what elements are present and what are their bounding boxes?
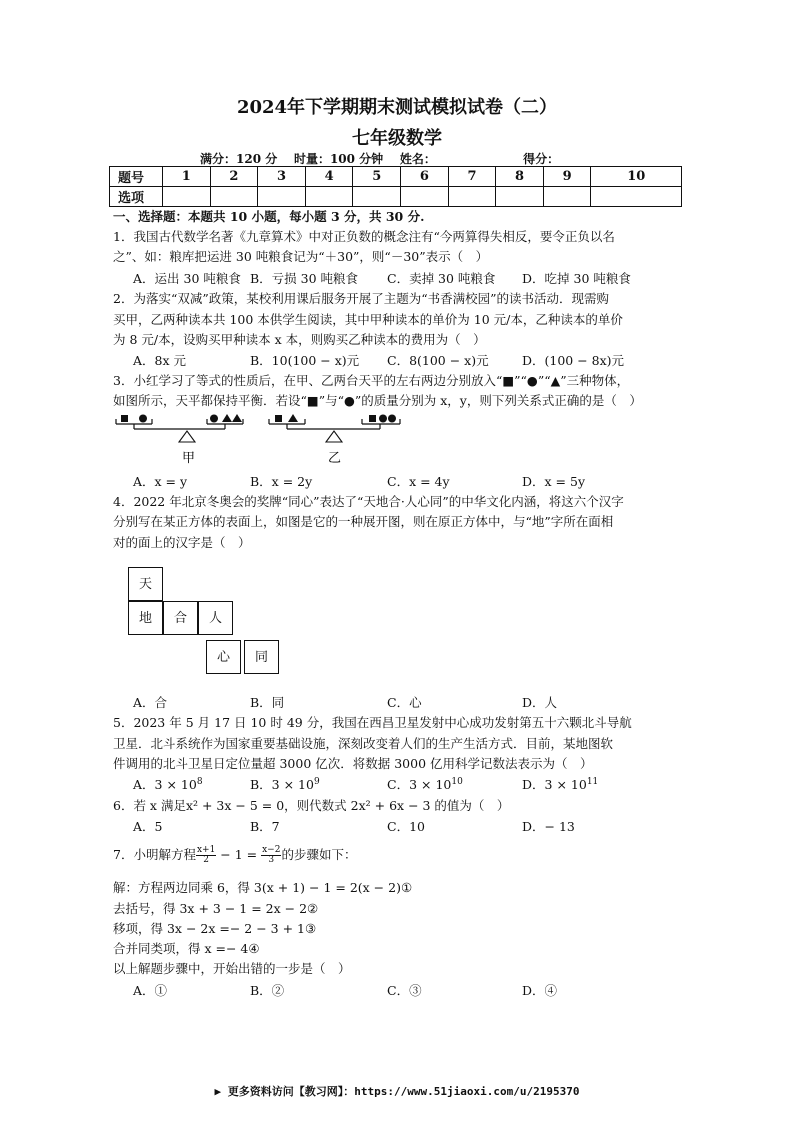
q4-line-1: 4．2022 年北京冬奥会的奖牌“同心”表达了“天地合·人心同”的中华文化内涵，将这六个汉字 (113, 494, 624, 509)
q5-option-d[interactable]: D．$3 \times 10^{11}$ (522, 776, 599, 792)
q7-step-3: 移项，得 3x − 2x =− 2 − 3 + 1③ (113, 921, 317, 936)
triangle-icon (232, 414, 242, 422)
answer-cell[interactable] (496, 187, 544, 207)
section-heading: 一、选择题：本题共 10 小题，每小题 3 分，共 30 分. (113, 209, 425, 224)
q5-line-1: 5．2023 年 5 月 17 日 10 时 49 分，我国在西昌卫星发射中心成功发射第五十六颗北斗导航 (113, 715, 632, 730)
q3-option-c[interactable]: C．x = 4y (387, 474, 450, 489)
q6-option-d[interactable]: D．− 13 (522, 819, 575, 834)
q3-option-a[interactable]: A．x = y (133, 474, 188, 489)
q7-step-4: 合并同类项，得 x =− 4④ (113, 941, 260, 956)
question-number: 9 (543, 167, 591, 187)
q4-option-c[interactable]: C．心 (387, 695, 422, 710)
q4-option-a[interactable]: A．合 (133, 695, 168, 710)
q6-line: 6．若 x 满足x² + 3x − 5 = 0，则代数式 2x² + 6x − 3 的值为（ ） (113, 798, 510, 813)
answer-cell[interactable] (258, 187, 306, 207)
answer-table (109, 166, 682, 207)
balance-label-jia: 甲 (182, 451, 196, 466)
q4-line-3: 对的面上的汉字是（ ） (113, 535, 251, 550)
net-face: 合 (163, 601, 198, 635)
question-number-label: 题号 (110, 167, 163, 187)
q2-option-c[interactable]: C．8(100 − x)元 (387, 353, 489, 368)
question-number: 1 (163, 167, 211, 187)
option-label: 选项 (110, 187, 163, 207)
square-icon (121, 415, 128, 422)
q6-option-b[interactable]: B．7 (250, 819, 280, 834)
q7-step-2: 去括号，得 3x + 3 − 1 = 2x − 2② (113, 901, 319, 916)
q3-option-b[interactable]: B．x = 2y (250, 474, 313, 489)
answer-cell[interactable] (163, 187, 211, 207)
triangle-icon (222, 414, 232, 422)
balance-label-yi: 乙 (328, 451, 342, 466)
q1-option-d[interactable]: D．吃掉 30 吨粮食 (522, 271, 631, 286)
q1-line-2: 之”、如：粮库把运进 30 吨粮食记为“＋30”，则“－30”表示（ ） (113, 249, 489, 264)
answer-cell[interactable] (401, 187, 449, 207)
q4-option-b[interactable]: B．同 (250, 695, 285, 710)
paper-meta (200, 150, 617, 167)
question-number: 5 (353, 167, 401, 187)
time-limit: 时量：100 分钟 (293, 152, 384, 166)
question-number: 6 (401, 167, 449, 187)
paper-title: 2024年下学期期末测试模拟试卷（二） (236, 97, 558, 118)
q4-option-d[interactable]: D．人 (522, 695, 558, 710)
q5-option-a[interactable]: A．$3 \times 10^8$ (133, 776, 203, 792)
net-face: 地 (128, 601, 163, 635)
answer-cell[interactable] (305, 187, 353, 207)
q3-line-2: 如图所示，天平都保持平衡．若设“■”与“●”的质量分别为 x，y，则下列关系式正确的是（ ） (113, 393, 642, 408)
net-face: 天 (128, 567, 163, 601)
q7-option-c[interactable]: C．③ (387, 983, 422, 998)
answer-cell[interactable] (448, 187, 496, 207)
q2-line-3: 为 8 元/本，设购买甲种读本 x 本，则购买乙种读本的费用为（ ） (113, 332, 486, 347)
net-face: 心 (206, 640, 241, 674)
answer-cell[interactable] (591, 187, 682, 207)
answer-cell[interactable] (353, 187, 401, 207)
circle-icon (388, 415, 396, 423)
name-label: 姓名： (399, 152, 436, 166)
q7-line: 7．小明解方程 $\frac{x+1}{2}$ − 1 = $\frac{x-2}{3}$ 的步骤如下： (113, 845, 357, 865)
circle-icon (139, 415, 147, 423)
q7-option-d[interactable]: D．④ (522, 983, 558, 998)
q5-option-c[interactable]: C．$3 \times 10^{10}$ (387, 776, 463, 792)
q1-option-b[interactable]: B．亏损 30 吨粮食 (250, 271, 359, 286)
paper-subtitle: 七年级数学 (352, 128, 442, 149)
q6-option-c[interactable]: C．10 (387, 819, 425, 834)
q7-step-1: 解：方程两边同乘 6，得 3(x + 1) − 1 = 2(x − 2)① (113, 880, 413, 895)
question-number: 4 (305, 167, 353, 187)
q1-option-a[interactable]: A．运出 30 吨粮食 (133, 271, 241, 286)
question-number: 8 (496, 167, 544, 187)
q3-line-1: 3．小红学习了等式的性质后，在甲、乙两台天平的左右两边分别放入“■”“●”“▲”三种物体， (113, 373, 630, 388)
question-number: 7 (448, 167, 496, 187)
circle-icon (379, 415, 387, 423)
answer-table-number-row (110, 167, 682, 187)
full-score: 满分：120 分 (200, 152, 278, 166)
fraction: $\frac{x-2}{3}$ (262, 845, 281, 865)
answer-cell[interactable] (210, 187, 258, 207)
q1-line-1: 1．我国古代数学名著《九章算术》中对正负数的概念注有“今两算得失相反，要令正负以名 (113, 229, 615, 244)
q2-option-d[interactable]: D．(100 − 8x)元 (522, 353, 625, 368)
fraction: $\frac{x+1}{2}$ (196, 845, 216, 865)
q2-option-b[interactable]: B．10(100 − x)元 (250, 353, 360, 368)
q2-line-1: 2．为落实“双减”政策，某校利用课后服务开展了主题为“书香满校园”的读书活动．现需购 (113, 291, 610, 306)
answer-cell[interactable] (543, 187, 591, 207)
q2-option-a[interactable]: A．8x 元 (133, 353, 187, 368)
q4-line-2: 分别写在某正方体的表面上，如图是它的一种展开图，则在原正方体中，与“地”字所在面相 (113, 514, 614, 529)
q2-line-2: 买甲，乙两种读本共 100 本供学生阅读，其中甲种读本的单价为 10 元/本，乙种读本的单价 (113, 312, 623, 327)
question-number: 3 (258, 167, 306, 187)
answer-table-option-row (110, 187, 682, 207)
q6-option-a[interactable]: A．5 (133, 819, 163, 834)
net-face: 同 (244, 640, 279, 674)
q5-line-2: 卫星．北斗系统作为国家重要基础设施，深刻改变着人们的生产生活方式．目前，某地图软 (113, 736, 614, 751)
footer-link[interactable]: ▶ 更多资料访问【教习网】：https://www.51jiaoxi.com/u/2195370 (214, 1085, 580, 1098)
q7-option-a[interactable]: A．① (133, 983, 168, 998)
q5-option-b[interactable]: B．$3 \times 10^9$ (250, 776, 320, 792)
q7-option-b[interactable]: B．② (250, 983, 285, 998)
square-icon (275, 415, 282, 422)
balance-yi (269, 414, 400, 466)
question-number: 10 (591, 167, 682, 187)
question-number: 2 (210, 167, 258, 187)
balance-figure (112, 410, 412, 468)
score-label: 得分： (523, 152, 560, 166)
q3-option-d[interactable]: D．x = 5y (522, 474, 586, 489)
net-face: 人 (198, 601, 233, 635)
q7-question: 以上解题步骤中，开始出错的一步是（ ） (113, 961, 351, 976)
square-icon (369, 415, 376, 422)
triangle-icon (288, 414, 298, 422)
circle-icon (210, 415, 218, 423)
q5-line-3: 件调用的北斗卫星日定位量超 3000 亿次．将数据 3000 亿用科学记数法表示为（ ） (113, 756, 593, 771)
balance-jia (116, 414, 243, 466)
q1-option-c[interactable]: C．卖掉 30 吨粮食 (387, 271, 496, 286)
